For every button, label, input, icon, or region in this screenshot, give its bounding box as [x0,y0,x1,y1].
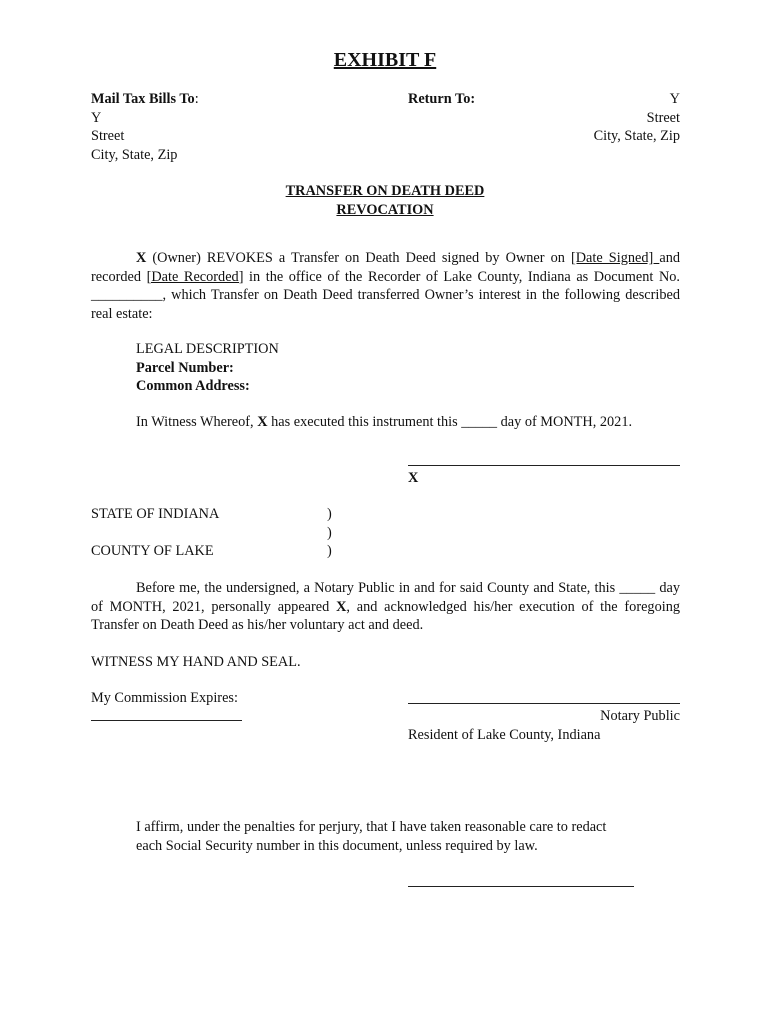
mail-tax-colon: : [194,91,199,107]
mail-tax-bills-block [91,90,351,164]
notary-signature-line[interactable] [408,703,680,704]
venue-block [91,505,391,561]
notary-paragraph [91,579,680,635]
notary-appeared-name: X [336,598,347,615]
notary-public-label: Notary Public [600,708,680,724]
revocation-text-3: in the office of the Recorder of Lake County, Indiana as Document No. __________, which Transfer on Death Deed transferred Owner’s interest in the following described real estate: [91,268,680,322]
notary-residence: Resident of Lake County, Indiana [408,726,601,743]
notary-text-2: , and acknowledged his/her execution of the foregoing Transfer on Death Deed as his/her voluntary act and deed. [91,598,680,633]
state-label: STATE OF INDIANA [91,506,220,522]
witness-name: X [257,414,268,430]
revocation-text-1: (Owner) REVOKES a Transfer on Death Deed signed by Owner on [146,250,571,266]
commission-expires-line[interactable] [91,720,242,721]
mail-tax-label: Mail Tax Bills To [91,91,195,107]
return-to-city: City, State, Zip [593,128,680,144]
legal-description-block [136,340,636,396]
witness-text-1: In Witness Whereof, [136,414,258,430]
revocation-text-2: and recorded [91,250,680,285]
return-to-label: Return To: [408,91,476,107]
affirmation-line-2: each Social Security number in this document, unless required by law. [136,837,538,854]
common-address-label: Common Address: [136,378,250,394]
owner-signature-line[interactable] [408,465,680,466]
notary-block [408,707,680,744]
witness-seal: WITNESS MY HAND AND SEAL. [91,654,301,670]
owner-signature-name: X [408,470,419,486]
mail-tax-street: Street [91,128,125,144]
venue-paren-2: ) [327,524,332,541]
date-recorded: [Date Recorded] [146,268,244,285]
witness-text-2: has executed this instrument this _____ day of MONTH, 2021. [267,414,633,430]
county-label: COUNTY OF LAKE [91,543,214,559]
notary-text-1: Before me, the undersigned, a Notary Public in and for said County and State, this _____ day of MONTH, 2021, personally appeared [91,580,680,615]
commission-expires-label: My Commission Expires: [91,690,238,706]
venue-paren-3: ) [327,543,332,559]
mail-tax-city: City, State, Zip [91,146,178,163]
affirmation-line-1: I affirm, under the penalties for perjury, that I have taken reasonable care to redact [136,819,607,835]
return-to-name: Y [669,91,680,107]
legal-description: LEGAL DESCRIPTION [136,341,279,357]
date-signed: [Date Signed] [570,250,660,266]
affirmation [136,818,656,855]
deed-title [0,182,770,219]
mail-tax-name: Y [91,109,102,126]
deed-title-line1: TRANSFER ON DEATH DEED [285,183,485,199]
venue-paren-1: ) [327,506,332,522]
exhibit-title: EXHIBIT F [333,49,437,71]
deed-title-line2: REVOCATION [336,201,434,218]
witness-statement [136,413,696,432]
return-to-block [480,90,680,146]
owner-name: X [136,250,147,266]
parcel-number-label: Parcel Number: [136,359,234,376]
revocation-paragraph [91,249,680,323]
affirmation-signature-line[interactable] [408,886,634,887]
return-to-street: Street [646,109,680,126]
